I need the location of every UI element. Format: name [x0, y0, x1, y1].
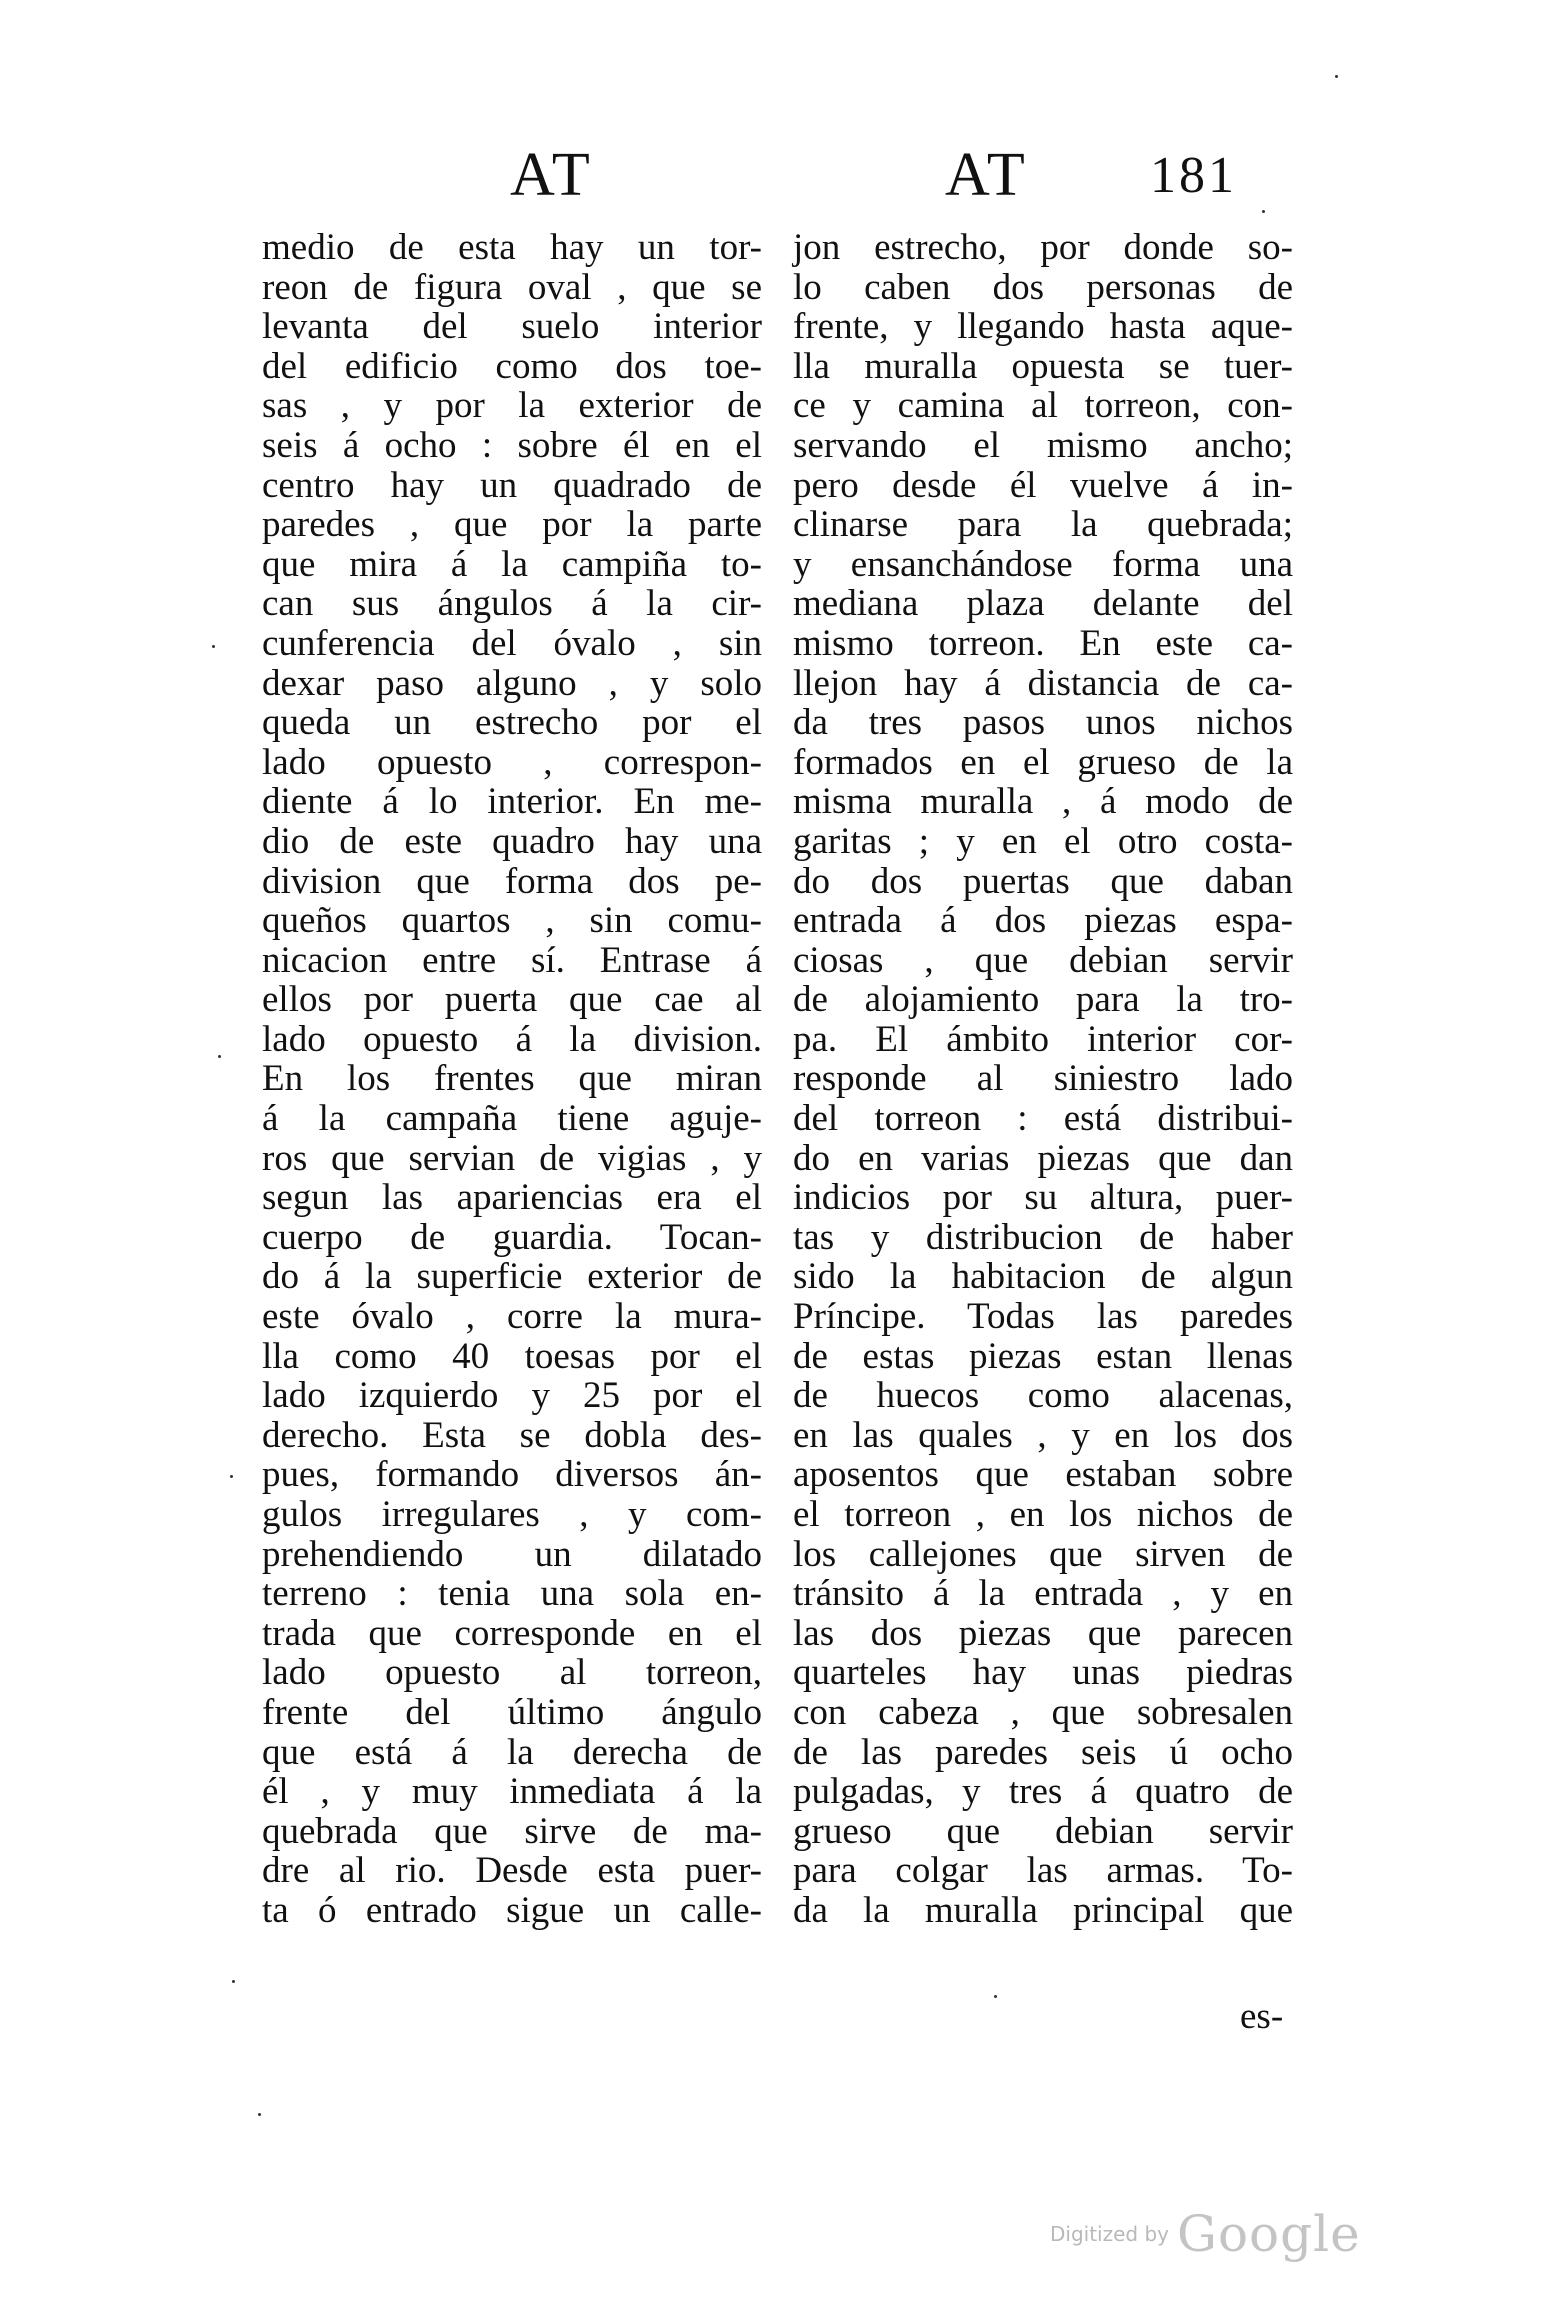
text-line: lla muralla opuesta se tuer-	[793, 345, 1293, 387]
catchword: es-	[1240, 1996, 1284, 2037]
text-line: En los frentes que miran	[262, 1058, 762, 1100]
text-line: frente del último ángulo	[262, 1691, 762, 1733]
scan-speck	[232, 1980, 235, 1983]
text-line: él , y muy inmediata á la	[262, 1771, 762, 1813]
text-line: frente, y llegando hasta aque-	[793, 306, 1293, 348]
text-line: las dos piezas que parecen	[793, 1612, 1293, 1654]
text-line: para colgar las armas. To-	[793, 1850, 1293, 1892]
text-line: del torreon : está distribui-	[793, 1098, 1293, 1140]
scan-speck	[1262, 210, 1265, 213]
digitization-watermark	[1050, 2205, 1361, 2265]
text-line: mismo torreon. En este ca-	[793, 622, 1293, 664]
text-line: dre al rio. Desde esta puer-	[262, 1850, 762, 1892]
text-line: entrada á dos piezas espa-	[793, 900, 1293, 942]
text-line: responde al siniestro lado	[793, 1058, 1293, 1100]
scan-speck	[218, 1055, 221, 1058]
text-line: ciosas , que debian servir	[793, 939, 1293, 981]
text-line: mediana plaza delante del	[793, 583, 1293, 625]
text-line: quebrada que sirve de ma-	[262, 1810, 762, 1852]
text-line: el torreon , en los nichos de	[793, 1494, 1293, 1535]
text-line: quarteles hay unas piedras	[793, 1652, 1293, 1694]
text-line: ellos por puerta que cae al	[262, 979, 762, 1021]
text-line: de las paredes seis ú ocho	[793, 1731, 1293, 1773]
text-line: division que forma dos pe-	[262, 860, 762, 902]
text-line: y ensanchándose forma una	[793, 543, 1293, 585]
left-text-column	[262, 228, 762, 1931]
text-line: con cabeza , que sobresalen	[793, 1691, 1293, 1733]
text-line: que está á la derecha de	[262, 1731, 762, 1773]
text-line: trada que corresponde en el	[262, 1612, 762, 1654]
text-line: pues, formando diversos án-	[262, 1454, 762, 1496]
text-line: tas y distribucion de haber	[793, 1216, 1293, 1258]
text-line: can sus ángulos á la cir-	[262, 583, 762, 625]
left-running-head: AT	[510, 141, 594, 209]
scan-speck	[212, 645, 215, 648]
text-line: de estas piezas estan llenas	[793, 1335, 1293, 1377]
text-line: prehendiendo un dilatado	[262, 1533, 762, 1575]
text-line: sas , y por la exterior de	[262, 385, 762, 427]
text-line: derecho. Esta se dobla des-	[262, 1414, 762, 1456]
text-line: lado izquierdo y 25 por el	[262, 1375, 762, 1417]
text-line: este óvalo , corre la mura-	[262, 1296, 762, 1338]
text-line: jon estrecho, por donde so-	[793, 227, 1293, 268]
text-line: lado opuesto al torreon,	[262, 1652, 762, 1694]
text-line: dio de este quadro hay una	[262, 820, 762, 862]
right-text-column	[793, 228, 1293, 1931]
text-line: ce y camina al torreon, con-	[793, 385, 1293, 427]
text-line: gulos irregulares , y com-	[262, 1494, 762, 1535]
text-line: do en varias piezas que dan	[793, 1137, 1293, 1179]
text-line: cuerpo de guardia. Tocan-	[262, 1216, 762, 1258]
text-line: ta ó entrado sigue un calle-	[262, 1889, 762, 1931]
text-line: paredes , que por la parte	[262, 504, 762, 546]
text-line: misma muralla , á modo de	[793, 781, 1293, 823]
text-line: lado opuesto á la division.	[262, 1018, 762, 1060]
running-header	[0, 140, 1551, 220]
text-line: clinarse para la quebrada;	[793, 504, 1293, 546]
text-line: lo caben dos personas de	[793, 266, 1293, 308]
text-line: diente á lo interior. En me-	[262, 781, 762, 823]
text-line: queda un estrecho por el	[262, 702, 762, 744]
text-line: de huecos como alacenas,	[793, 1375, 1293, 1417]
text-line: lla como 40 toesas por el	[262, 1335, 762, 1377]
text-line: cunferencia del óvalo , sin	[262, 622, 762, 664]
right-running-head: AT	[945, 141, 1029, 209]
text-line: del edificio como dos toe-	[262, 345, 762, 387]
google-logo: Google	[1177, 2205, 1361, 2263]
text-line: llejon hay á distancia de ca-	[793, 662, 1293, 704]
text-line: nicacion entre sí. Entrase á	[262, 939, 762, 981]
text-line: Príncipe. Todas las paredes	[793, 1296, 1293, 1338]
scan-speck	[230, 1475, 233, 1478]
text-line: do dos puertas que daban	[793, 860, 1293, 902]
text-line: da la muralla principal que	[793, 1889, 1293, 1931]
scan-speck	[994, 1995, 997, 1998]
text-line: grueso que debian servir	[793, 1810, 1293, 1852]
text-line: aposentos que estaban sobre	[793, 1454, 1293, 1496]
text-line: terreno : tenia una sola en-	[262, 1573, 762, 1615]
text-line: á la campaña tiene aguje-	[262, 1098, 762, 1140]
text-line: formados en el grueso de la	[793, 741, 1293, 783]
digitized-by-label: Digitized by	[1050, 2222, 1169, 2246]
text-line: en las quales , y en los dos	[793, 1414, 1293, 1456]
text-line: lado opuesto , correspon-	[262, 741, 762, 783]
text-line: pero desde él vuelve á in-	[793, 464, 1293, 506]
text-line: da tres pasos unos nichos	[793, 702, 1293, 744]
page-number: 181	[1150, 147, 1237, 204]
text-line: servando el mismo ancho;	[793, 424, 1293, 466]
scan-speck	[1335, 75, 1338, 78]
text-line: medio de esta hay un tor-	[262, 227, 762, 268]
text-line: do á la superficie exterior de	[262, 1256, 762, 1298]
text-line: ros que servian de vigias , y	[262, 1137, 762, 1179]
text-line: centro hay un quadrado de	[262, 464, 762, 506]
text-line: indicios por su altura, puer-	[793, 1177, 1293, 1219]
text-line: garitas ; y en el otro costa-	[793, 820, 1293, 862]
text-line: dexar paso alguno , y solo	[262, 662, 762, 704]
text-line: los callejones que sirven de	[793, 1533, 1293, 1575]
text-line: tránsito á la entrada , y en	[793, 1573, 1293, 1615]
text-line: que mira á la campiña to-	[262, 543, 762, 585]
text-line: reon de figura oval , que se	[262, 266, 762, 308]
text-line: pulgadas, y tres á quatro de	[793, 1771, 1293, 1813]
text-line: seis á ocho : sobre él en el	[262, 424, 762, 466]
text-line: segun las apariencias era el	[262, 1177, 762, 1219]
scan-speck	[258, 2113, 261, 2116]
text-line: levanta del suelo interior	[262, 306, 762, 348]
text-line: pa. El ámbito interior cor-	[793, 1018, 1293, 1060]
text-line: queños quartos , sin comu-	[262, 900, 762, 942]
text-line: sido la habitacion de algun	[793, 1256, 1293, 1298]
text-line: de alojamiento para la tro-	[793, 979, 1293, 1021]
